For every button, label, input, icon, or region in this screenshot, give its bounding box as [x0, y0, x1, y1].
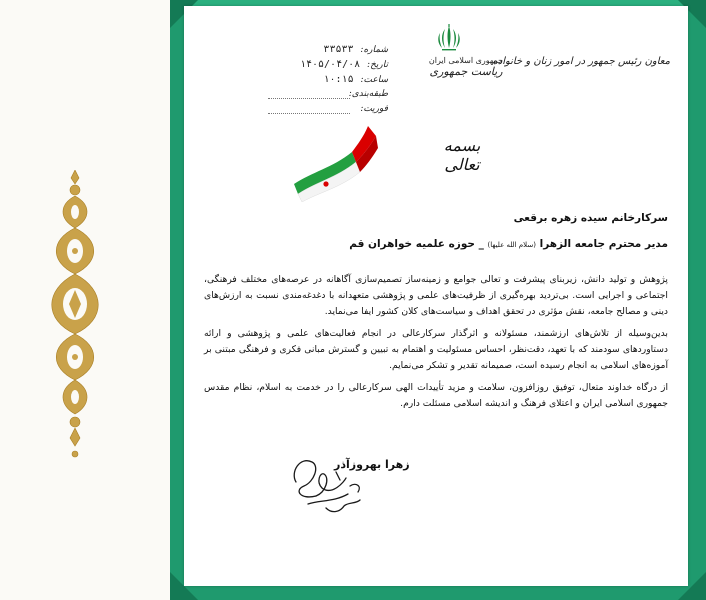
emblem-caption-top: جمهوری اسلامی ایران — [428, 56, 504, 65]
letter-meta — [268, 42, 388, 117]
office-title: معاون رئیس جمهور در امور زنان و خانواده — [492, 56, 670, 67]
body-paragraph-3: از درگاه خداوند متعال، توفیق روزافزون، سلامت و مزید تأییدات الهی سرکارعالی را در خدمت به اسلام، نظام مقدس جمهوری اسلامی ایران و اعتلای فرهنگ و اندیشه اسلامی مسئلت دارم. — [204, 382, 668, 409]
gold-ornament-icon — [40, 170, 110, 470]
body-paragraph-2: بدین‌وسیله از تلاش‌های ارزشمند، مسئولانه و اثرگذار سرکارعالی در انجام فعالیت‌های علمی و پژوهشی و ارائه دستاوردهای سودمند که با تعهد، دقت‌نظر، احساس مسئولیت و اهتمام به تبیین و گسترش مبانی فکری و فرهنگی مبتنی بر آموزه‌های اسلامی به انجام رسیده است، صمیمانه تقدیر و تشکر می‌نمایم. — [204, 328, 668, 371]
body-paragraph-1: پژوهش و تولید دانش، زیربنای پیشرفت و تعالی جوامع و زمینه‌ساز تصمیم‌سازی آگاهانه در عرصه‌های مختلف فرهنگی، اجتماعی و اجرایی است. بی‌تردید بهره‌گیری از ظرفیت‌های علمی و پژوهشی متعهدانه با دغدغه‌مندی نسبت به ارزش‌های دینی و مصالح جامعه، نقش مؤثری در تحقق اهداف و سیاست‌های کلان کشور ایفا می‌نماید. — [204, 274, 668, 317]
addressee-role-main: مدیر محترم جامعه الزهرا — [539, 238, 668, 250]
addressee-name: سرکارخانم سیده زهره برقعی — [513, 212, 668, 224]
emblem-caption-bottom: ریاست جمهوری — [429, 65, 503, 78]
iran-emblem-icon — [436, 24, 462, 52]
basmala: بسمه تعالی — [443, 136, 481, 174]
meta-classification-dots — [268, 98, 350, 99]
meta-classification-label: طبقه‌بندی: — [348, 89, 388, 99]
addressee-block — [208, 212, 668, 250]
left-panel — [0, 0, 170, 600]
meta-classification — [268, 87, 388, 102]
meta-time-label: ساعت: — [360, 75, 388, 85]
meta-number-value: ۳۳۵۳۳ — [323, 44, 354, 55]
meta-number — [268, 42, 388, 57]
meta-time-value: ۱۰:۱۵ — [323, 74, 354, 85]
meta-time — [268, 72, 388, 87]
meta-date — [268, 57, 388, 72]
addressee-honorific: (سلام الله علیها) — [487, 241, 536, 249]
meta-urgency — [268, 102, 388, 117]
emblem-caption — [416, 56, 516, 78]
meta-date-value: ۱۴۰۵/۰۴/۰۸ — [299, 59, 361, 70]
meta-number-label: شماره: — [360, 45, 388, 55]
meta-urgency-dots — [268, 113, 350, 114]
meta-date-label: تاریخ: — [367, 60, 388, 70]
letter-paper — [184, 6, 688, 586]
letter-body — [204, 272, 668, 418]
addressee-role — [208, 238, 668, 250]
addressee-role-org: _ حوزه علمیه خواهران قم — [349, 238, 484, 250]
iran-flag-icon — [292, 122, 378, 202]
signer-name: زهرا بهروزآذر — [334, 458, 410, 471]
signature-icon — [286, 442, 376, 522]
meta-urgency-label: فوریت: — [360, 104, 388, 114]
